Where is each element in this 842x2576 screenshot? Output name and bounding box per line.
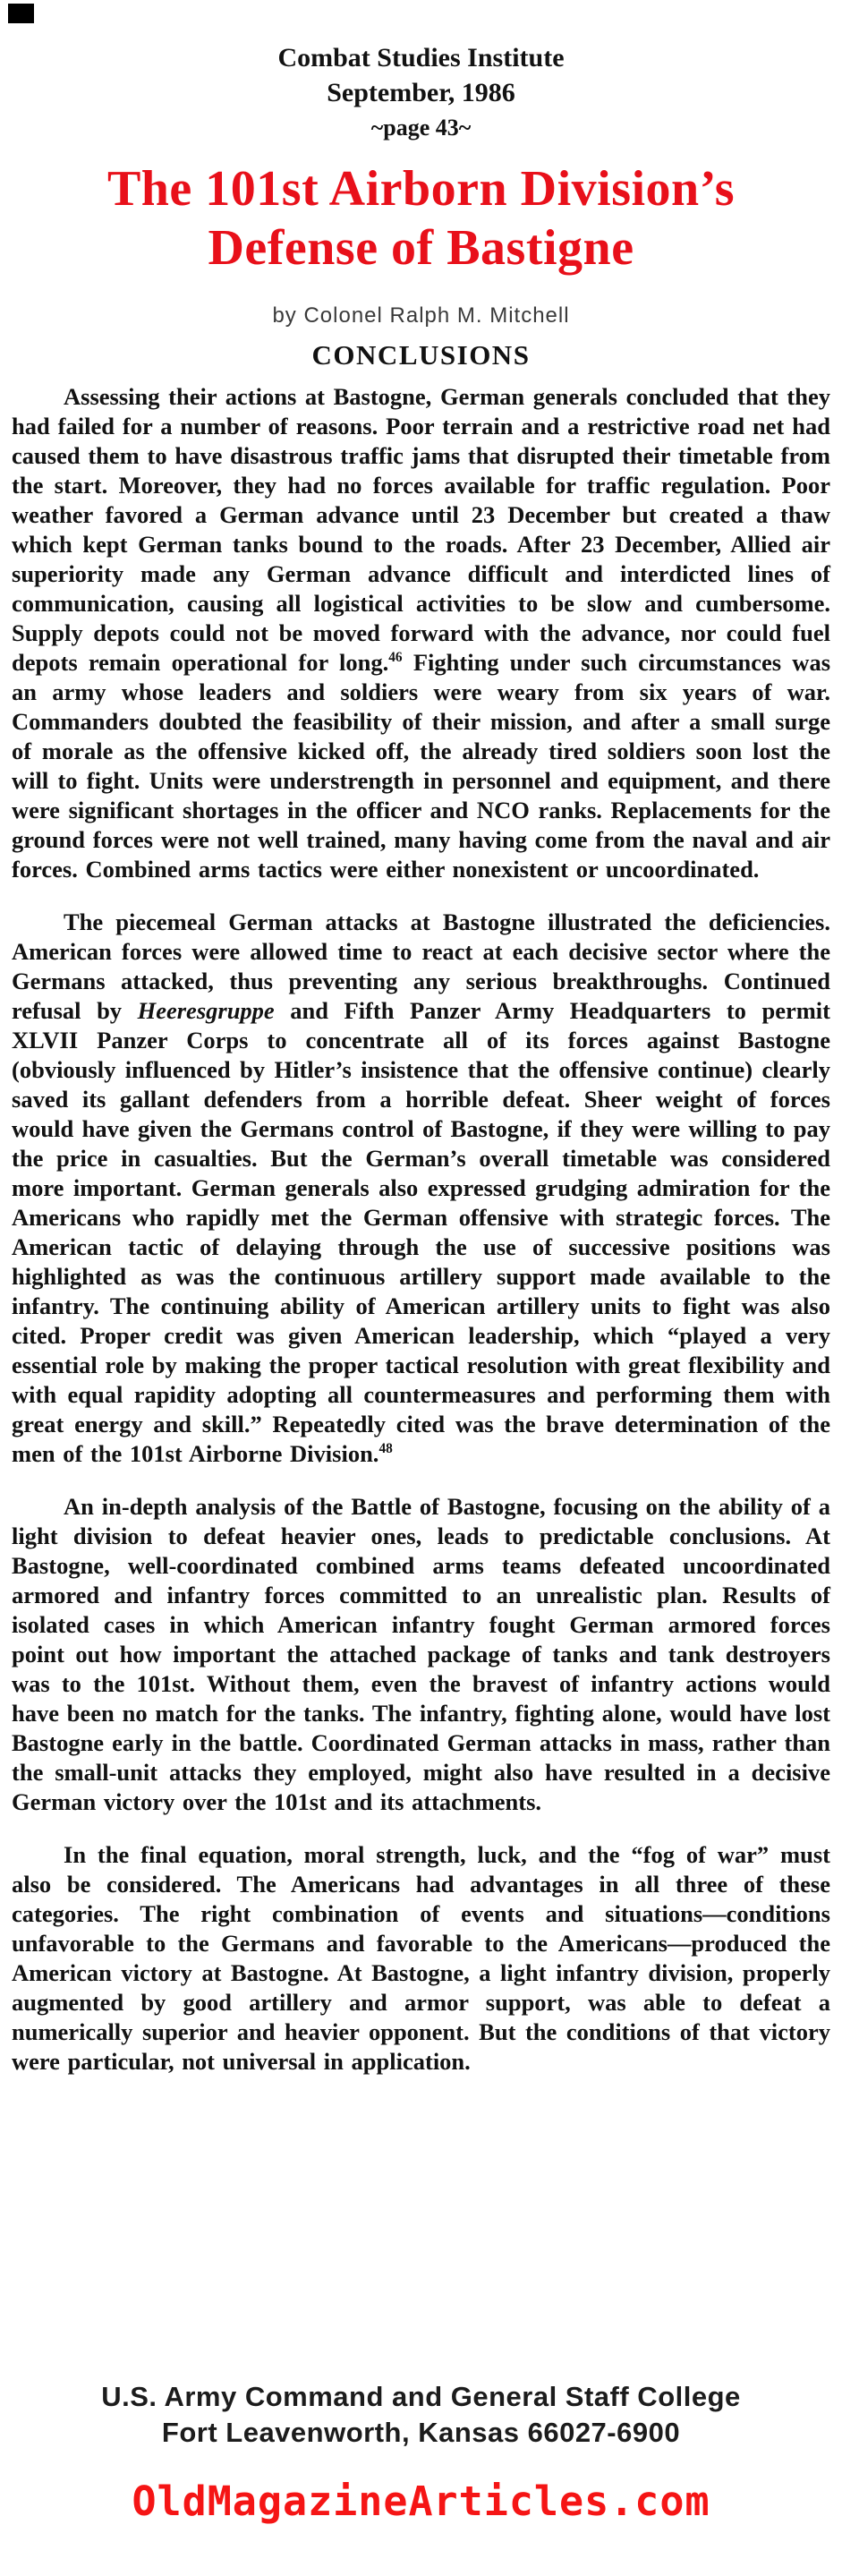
paragraph: An in-depth analysis of the Battle of Bastogne, focusing on the ability of a light division to defeat heavier ones, leads to predictable conclusions. At Bastogne, well-coordinated combined arms teams defeated uncoordinated armored and infantry forces committed to an unrealistic plan. Results of isolated cases in which American infantry fought German armored forces point out how important the attached package of tanks and tank destroyers was to the 101st. Without them, even the bravest of infantry actions would have been no match for the tanks. The infantry, fighting alone, would have lost Bastogne early in the battle. Coordinated German attacks in mass, rather than the small-unit attacks they employed, might also have resulted in a decisive German victory over the 101st and its attachments. [12,1493,830,1815]
article-body [12,382,830,2077]
byline: by Colonel Ralph M. Mitchell [272,303,570,328]
site-watermark: OldMagazineArticles.com [132,2478,710,2525]
article-title-line2: Defense of Bastigne [208,220,634,276]
section-heading: CONCLUSIONS [311,339,531,371]
paragraph: The piecemeal German attacks at Bastogne illustrated the deficiencies. American forces were allowed time to react at each decisive sector where the Germans attacked, thus preventing any serious breakthroughs. Continued refusal by Heeresgruppe and Fifth Panzer Army Headquarters to permit XLVII Panzer Corps to concentrate all of its forces against Bastogne (obviously influenced by Hitler’s insistence that the offensive continue) clearly saved its gallant defenders from a horrible defeat. Sheer weight of forces would have given the Germans control of Bastogne, if they were willing to pay the price in casualties. But the German’s overall timetable was considered more important. German generals also expressed grudging admiration for the Americans who rapidly met the German offensive with strategic forces. The American tactic of delaying through the use of successive positions was highlighted as was the continuous artillery support made available to the infantry. The continuing ability of American artillery units to fight was also cited. Proper credit was given American leadership, which “played a very essential role by making the proper tactical resolution with great flexibility and with equal rapidity adopting all countermeasures and performing them with great energy and skill.” Repeatedly cited was the brave determination of the men of the 101st Airborne Division.$^{48}$ [12,908,830,1467]
publication-name: Combat Studies Institute [277,43,565,73]
footer-institution: U.S. Army Command and General Staff College [101,2381,741,2412]
paragraph: In the final equation, moral strength, luck, and the “fog of war” must also be considered. The Americans had advantages in all three of these categories. The right combination of events and situations—conditions unfavorable to the Germans and favorable to the Americans—produced the American victory at Bastogne. At Bastogne, a light infantry division, properly augmented by good artillery and armor support, was able to defeat a numerically superior and heavier opponent. But the conditions of that victory were particular, not universal in application. [12,1841,830,2075]
paragraph: Assessing their actions at Bastogne, German generals concluded that they had failed for a number of reasons. Poor terrain and a restrictive road net had caused them to have disastrous traffic jams that disrupted their timetable from the start. Moreover, they had no forces available for traffic regulation. Poor weather favored a German advance until 23 December but created a thaw which kept German tanks bound to the roads. After 23 December, Allied air superiority made any German advance difficult and interdicted lines of communication, causing all logistical activities to be slow and cumbersome. Supply depots could not be moved forward with the advance, nor could fuel depots remain operational for long.$^{46}$ Fighting under such circumstances was an army whose leaders and soldiers were weary from six years of war. Commanders doubted the feasibility of their mission, and after a small surge of morale as the offensive kicked off, the already tired soldiers soon lost the will to fight. Units were understrength in personnel and equipment, and there were significant shortages in the officer and NCO ranks. Replacements for the ground forces were not well trained, many having come from the naval and air forces. Combined arms tactics were either nonexistent or uncoordinated. [12,383,831,883]
scan-artifact-mark [8,4,34,23]
page-header [0,0,842,141]
page-footer [0,2379,842,2451]
issue-date: September, 1986 [327,78,515,107]
article-title [0,159,842,277]
page-number-marker: ~page 43~ [370,115,472,141]
article-title-line1: The 101st Airborn Division’s [106,161,736,217]
footer-address: Fort Leavenworth, Kansas 66027-6900 [161,2417,681,2448]
